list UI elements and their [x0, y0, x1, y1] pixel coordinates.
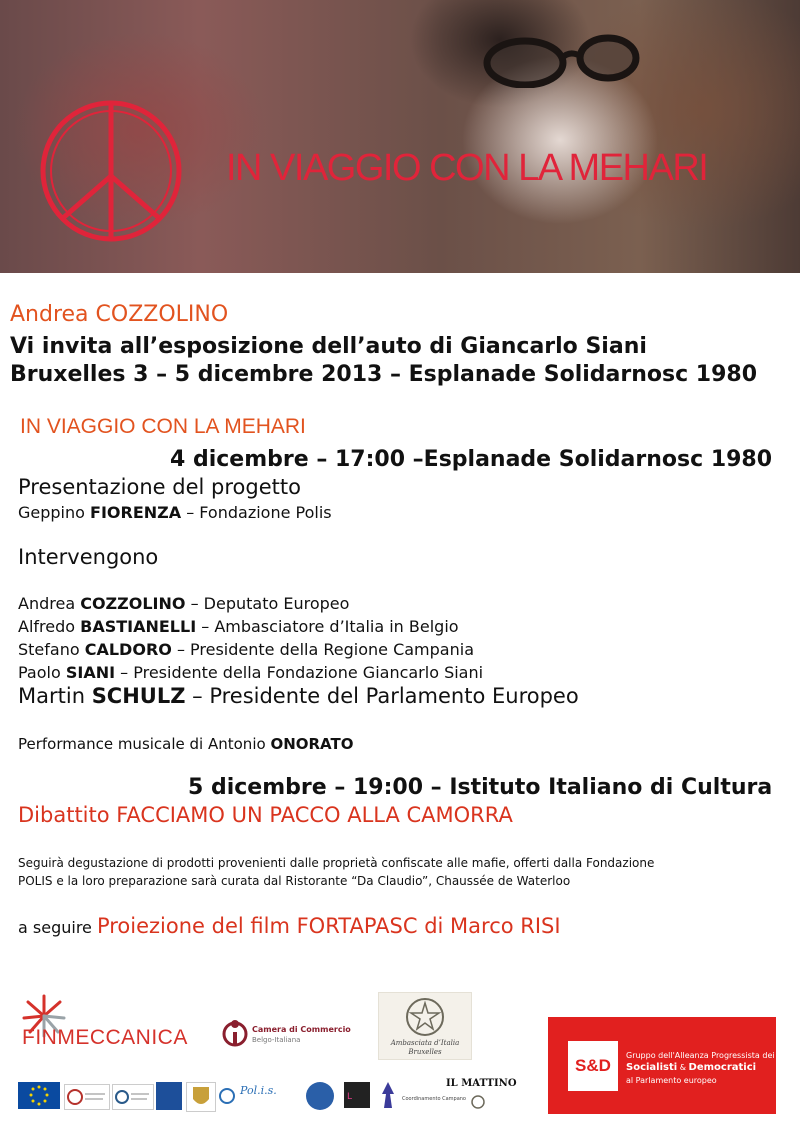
sd-group-logo: S&D Gruppo dell'Alleanza Progressista dei Socialisti & Democratici al Parlamento europeo [548, 1017, 776, 1114]
sd-name: Socialisti & Democratici [626, 1062, 757, 1073]
presenter-line: Geppino FIORENZA – Fondazione Polis [18, 503, 332, 522]
speaker-item: Stefano CALDORO – Presidente della Regione Campania [18, 640, 474, 659]
eu-flag-icon [18, 1082, 60, 1109]
performance-line: Performance musicale di Antonio ONORATO [18, 735, 354, 753]
camera-commercio-icon [222, 1018, 248, 1048]
circle-logo [306, 1082, 334, 1110]
emblem-small-icon [470, 1094, 486, 1110]
event2-datetime: 5 dicembre – 19:00 – Istituto Italiano di Cultura [188, 775, 773, 800]
coordinamento-logo: Coordinamento Campano [402, 1096, 466, 1102]
polis-logo: Pol.i.s. [218, 1082, 302, 1110]
debate-title: Dibattito FACCIAMO UN PACCO ALLA CAMORRA [18, 803, 513, 827]
figure-logo [378, 1080, 398, 1110]
glasses-shape [470, 28, 640, 88]
il-mattino-logo: IL MATTINO [446, 1078, 517, 1089]
tasting-line-2: POLIS e la loro preparazione sarà curata dal Ristorante “Da Claudio”, Chaussée de Waterloo [18, 874, 571, 888]
italian-emblem-icon [403, 995, 447, 1039]
hero-banner [0, 0, 800, 273]
comune-napoli-logo [186, 1082, 216, 1112]
dates-line: Bruxelles 3 – 5 dicembre 2013 – Esplanade Solidarnosc 1980 [10, 362, 758, 387]
sd-badge: S&D [568, 1041, 618, 1091]
senato-logo [64, 1084, 110, 1110]
tasting-line-1: Seguirà degustazione di prodotti provenienti dalle proprietà confiscate alle mafie, offerti dalla Fondazione [18, 856, 655, 870]
hero-title: IN VIAGGIO CON LA MEHARI [226, 147, 708, 189]
peace-symbol-icon [36, 96, 186, 246]
speakers-heading: Intervengono [18, 545, 159, 569]
camera-commercio-logo: Camera di Commercio Belgo-Italiana [222, 1018, 352, 1058]
speaker-item: Martin SCHULZ – Presidente del Parlamento Europeo [18, 684, 579, 708]
event1-datetime: 4 dicembre – 17:00 –Esplanade Solidarnosc 1980 [170, 447, 773, 472]
finmeccanica-logo: FINMECCANICA [20, 992, 205, 1052]
libera-logo [344, 1082, 370, 1108]
ambasciata-logo: Ambasciata d’Italia Bruxelles [378, 992, 472, 1060]
event1-title: IN VIAGGIO CON LA MEHARI [20, 415, 306, 438]
speaker-item: Paolo SIANI – Presidente della Fondazione Giancarlo Siani [18, 663, 484, 682]
host-name: Andrea COZZOLINO [10, 302, 229, 327]
svg-text:L: L [347, 1092, 353, 1102]
regione-campania-logo [156, 1082, 182, 1110]
presentation-label: Presentazione del progetto [18, 475, 301, 499]
film-line: a seguire Proiezione del film FORTAPASC di Marco RISI [18, 914, 561, 938]
speaker-item: Andrea COZZOLINO – Deputato Europeo [18, 594, 350, 613]
camera-deputati-logo [112, 1084, 154, 1110]
speaker-item: Alfredo BASTIANELLI – Ambasciatore d’Italia in Belgio [18, 617, 459, 636]
invite-line: Vi invita all’esposizione dell’auto di Giancarlo Siani [10, 334, 647, 359]
